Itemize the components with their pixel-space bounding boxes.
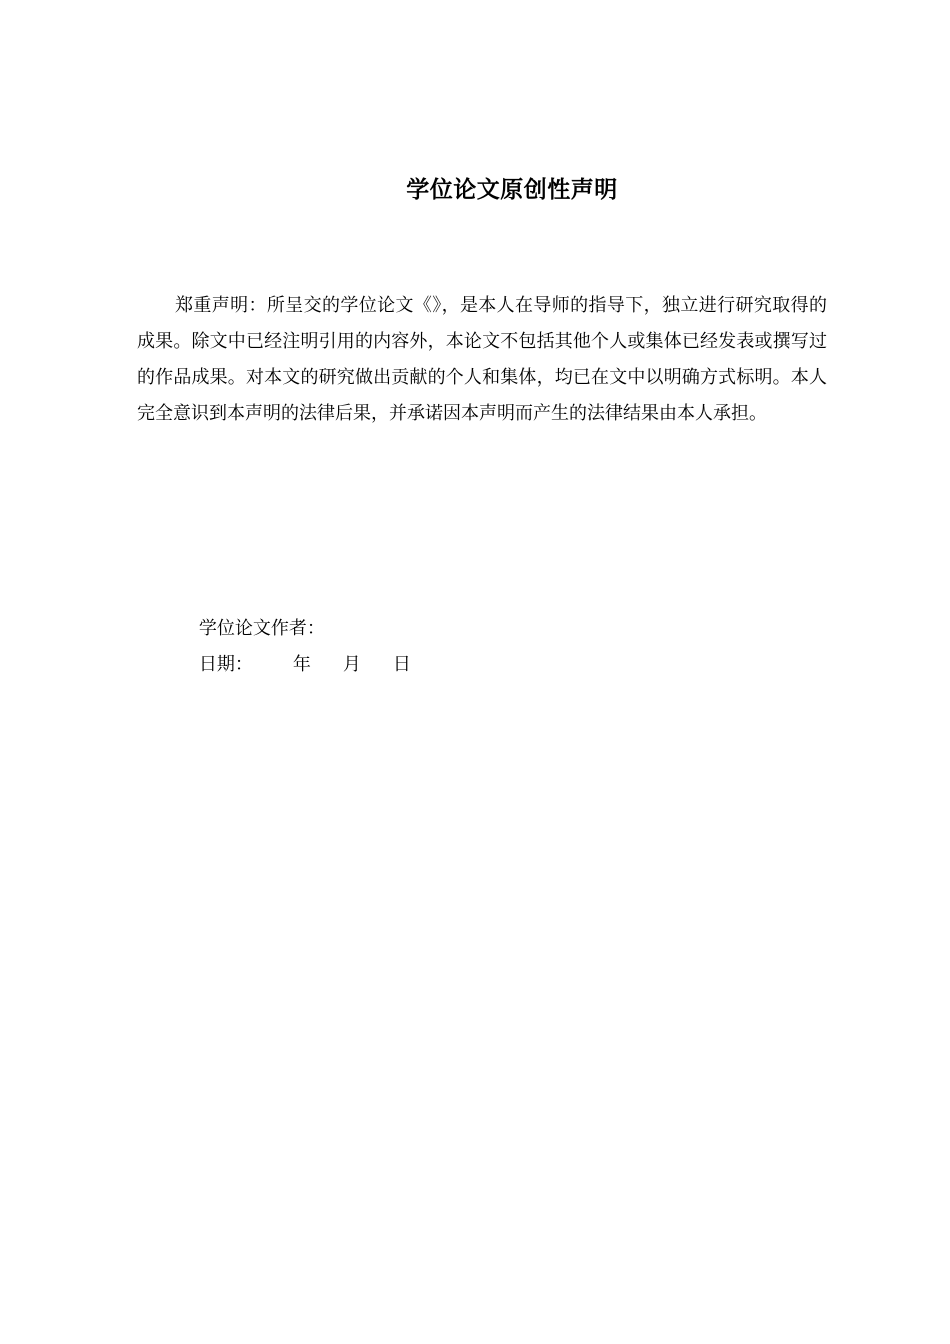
declaration-paragraph: 郑重声明：所呈交的学位论文《》，是本人在导师的指导下，独立进行研究取得的成果。除文中已经注明引用的内容外，本论文不包括其他个人或集体已经发表或撰写过的作品成果。对本文的研究做出贡献的个人和集体，均已在文中以明确方式标明。本人完全意识到本声明的法律后果，并承诺因本声明而产生的法律结果由本人承担。 [137,295,827,424]
year-label: 年 [292,654,311,675]
day-label: 日 [392,654,411,675]
month-label: 月 [342,654,361,675]
page-title: 学位论文原创性声明 [406,177,618,203]
date-label: 日期： [198,654,253,675]
author-label: 学位论文作者： [198,618,325,639]
date-line [176,620,411,710]
